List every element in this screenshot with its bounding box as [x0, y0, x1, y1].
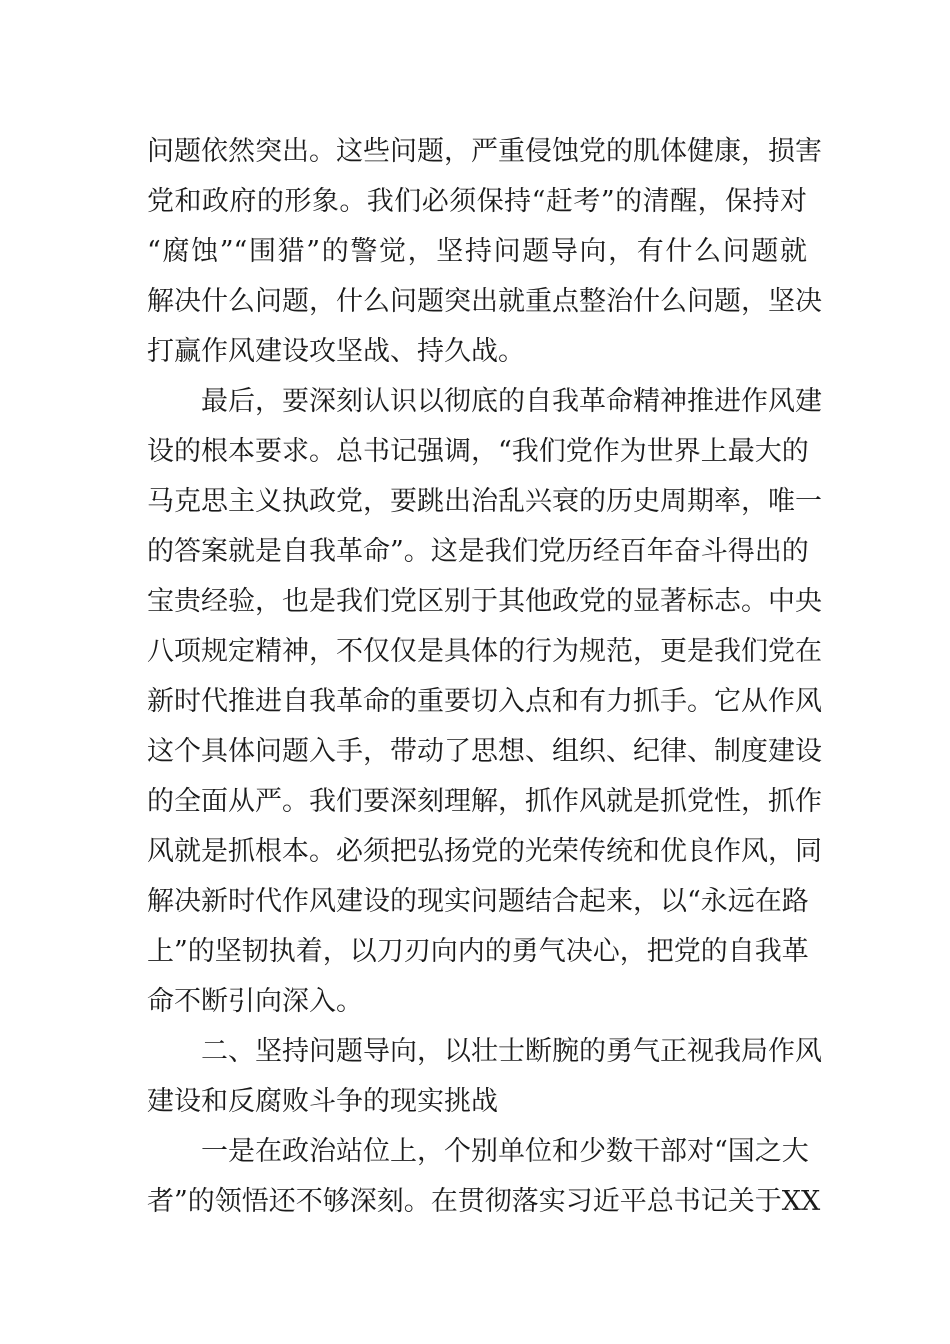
text-line: 的答案就是自我革命”。这是我们党历经百年奋斗得出的	[147, 536, 809, 567]
text-line: 者”的领悟还不够深刻。在贯彻落实习近平总书记关于XX	[147, 1186, 821, 1217]
text-line: “腐蚀”“围猎”的警觉，坚持问题导向，有什么问题就	[147, 236, 807, 267]
text-line: 问题依然突出。这些问题，严重侵蚀党的肌体健康，损害	[147, 136, 822, 167]
text-line: 马克思主义执政党，要跳出治乱兴衰的历史周期率，唯一	[147, 486, 822, 517]
text-line: 上”的坚韧执着，以刀刃向内的勇气决心，把党的自我革	[147, 936, 809, 967]
text-line: 新时代推进自我革命的重要切入点和有力抓手。它从作风	[147, 686, 822, 717]
text-line: 解决新时代作风建设的现实问题结合起来，以“永远在路	[147, 886, 809, 917]
text-line: 设的根本要求。总书记强调，“我们党作为世界上最大的	[147, 436, 809, 467]
text-line: 宝贵经验，也是我们党区别于其他政党的显著标志。中央	[147, 586, 822, 617]
text-line: 风就是抓根本。必须把弘扬党的光荣传统和优良作风，同	[147, 836, 822, 867]
text-line: 解决什么问题，什么问题突出就重点整治什么问题，坚决	[147, 286, 822, 317]
text-line: 这个具体问题入手，带动了思想、组织、纪律、制度建设	[147, 736, 822, 767]
section-heading-line: 建设和反腐败斗争的现实挑战	[147, 1086, 498, 1117]
section-heading-line: 二、坚持问题导向，以壮士断腕的勇气正视我局作风	[201, 1036, 822, 1067]
paragraph-first-line: 最后，要深刻认识以彻底的自我革命精神推进作风建	[201, 386, 822, 417]
text-line: 党和政府的形象。我们必须保持“赶考”的清醒，保持对	[147, 186, 807, 217]
text-line: 打赢作风建设攻坚战、持久战。	[147, 336, 525, 367]
text-line: 的全面从严。我们要深刻理解，抓作风就是抓党性，抓作	[147, 786, 822, 817]
text-line: 八项规定精神，不仅仅是具体的行为规范，更是我们党在	[147, 636, 822, 667]
paragraph-first-line: 一是在政治站位上，个别单位和少数干部对“国之大	[201, 1136, 809, 1167]
text-line: 命不断引向深入。	[147, 986, 363, 1017]
